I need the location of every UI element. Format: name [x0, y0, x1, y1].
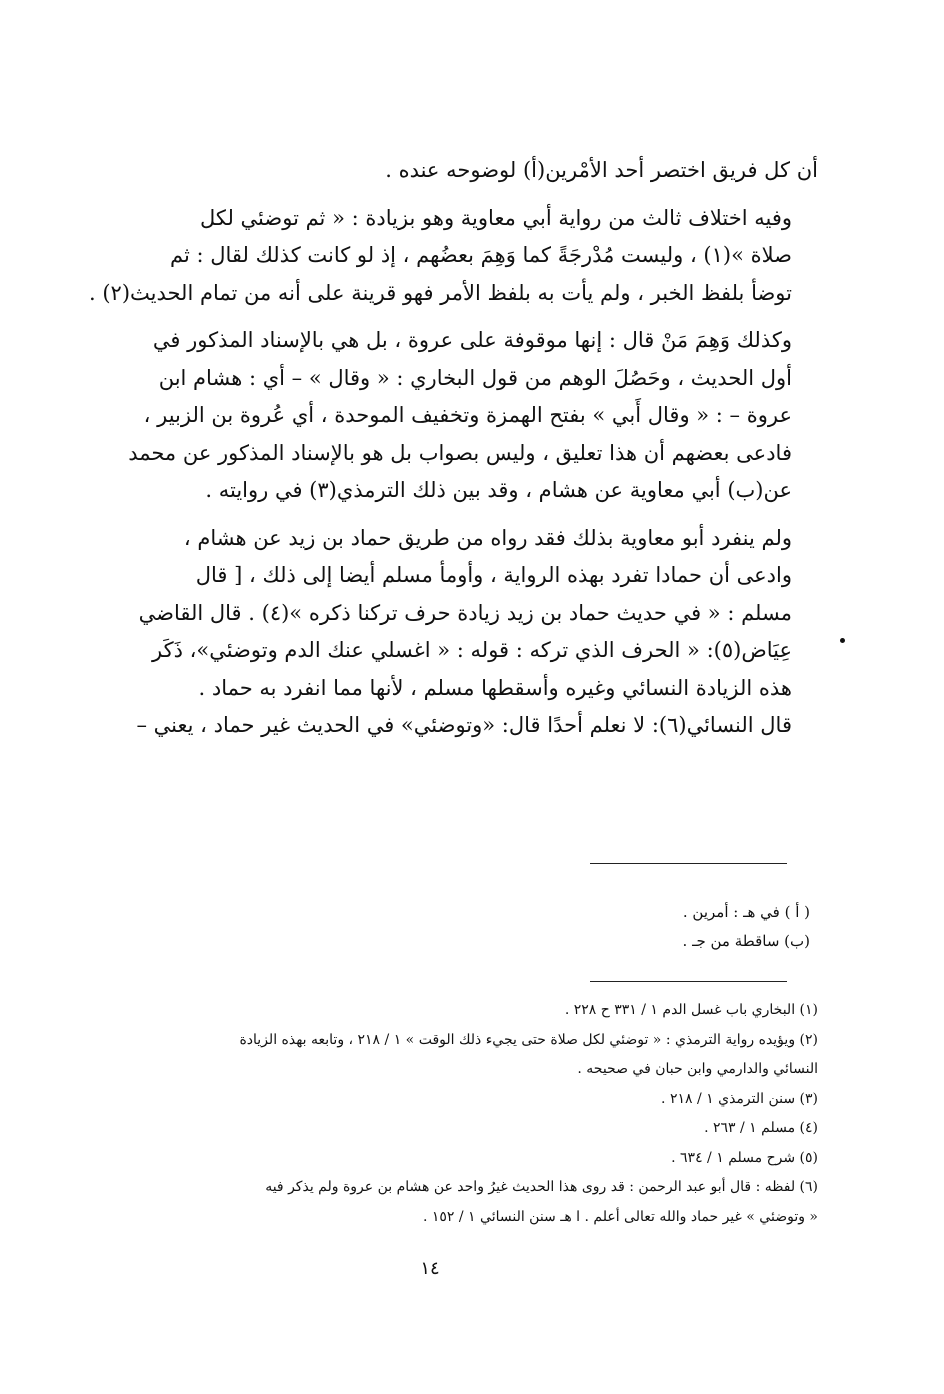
text-line: هذه الزيادة النسائي وغيره وأسقطها مسلم ، لأنها مما انفرد به حماد .	[198, 675, 792, 700]
footnote-continuation: « وتوضئي » غير حماد والله تعالى أعلم . ا هـ سنن النسائي ١ / ١٥٢ .	[422, 1208, 818, 1225]
footnote: (٤) مسلم ١ / ٢٦٣ .	[704, 1120, 818, 1136]
footnote: (٦) لفظه : قال أبو عبد الرحمن : قد روى هذا الحديث غيرُ واحد عن هشام بن عروة ولم يذكر فيه	[265, 1179, 818, 1195]
paragraph-3	[112, 322, 818, 510]
footnote: (ب) ساقطة من جـ .	[682, 932, 810, 950]
footnote: (٢) ويؤيده رواية الترمذي : « توضئي لكل صلاة حتى يجيء ذلك الوقت » ١ / ٢١٨ ، وتابعه بهذه الزيادة	[239, 1031, 818, 1048]
footnote-continuation: النسائي والدارمي وابن حبان في صحيحه .	[577, 1061, 818, 1077]
footnote: (١) البخاري باب غسل الدم ١ / ٣٣١ ح ٢٢٨ .	[564, 1002, 818, 1018]
text-line: أول الحديث ، وحَصُلَ الوهم من قول البخاري : « وقال » – أي : هشام ابن	[158, 365, 792, 390]
text-line: قال النسائي(٦): لا نعلم أحدًا قال: «وتوضئي» في الحديث غير حماد ، يعني –	[136, 713, 792, 737]
footnote: (٣) سنن الترمذي ١ / ٢١٨ .	[661, 1090, 818, 1107]
page-number: ١٤	[420, 1258, 440, 1279]
paragraph-4	[112, 520, 818, 745]
footnote: ( أ ) في هـ : أمرين .	[682, 903, 810, 921]
text-line: عن(ب) أبي معاوية عن هشام ، وقد بين ذلك الترمذي(٣) في روايته .	[205, 478, 792, 502]
text-line: وكذلك وَهِمَ مَنْ قال : إنها موقوفة على عروة ، بل هي بالإسناد المذكور في	[152, 328, 792, 352]
footnote-separator	[590, 863, 787, 864]
text-line: ولم ينفرد أبو معاوية بذلك فقد رواه من طريق حماد بن زيد عن هشام ،	[183, 525, 792, 550]
text-line: توضأ بلفظ الخبر ، ولم يأت به بلفظ الأمر فهو قرينة على أنه من تمام الحديث(٢) .	[88, 280, 792, 305]
text-line: وادعى أن حمادا تفرد بهذه الرواية ، وأومأ مسلم أيضا إلى ذلك ، [ قال	[195, 563, 792, 587]
footnote-separator	[590, 981, 787, 982]
paragraph-2	[88, 200, 818, 313]
text-line: مسلم : « في حديث حماد بن زيد زيادة حرف تركنا ذكره »(٤) . قال القاضي	[138, 600, 792, 625]
text-line: عروة – : « وقال أَبي » بفتح الهمزة وتخفيف الموحدة ، أي عُروة بن الزبير ،	[143, 403, 792, 427]
paragraph-1	[112, 152, 818, 190]
text-line: أن كل فريق اختصر أحد الأمْرين(أ) لوضوحه عنده .	[385, 158, 818, 182]
footnote: (٥) شرح مسلم ١ / ٦٣٤ .	[671, 1149, 818, 1166]
margin-mark	[840, 638, 845, 643]
text-line: وفيه اختلاف ثالث من رواية أبي معاوية وهو بزيادة : « ثم توضئي لكل	[199, 205, 792, 230]
text-line: عِيَاض(٥): « الحرف الذي تركه : قوله : « اغسلي عنك الدم وتوضئي»، ذَكَر	[151, 638, 792, 662]
main-text	[88, 152, 818, 755]
variant-notes	[450, 898, 810, 956]
numbered-notes	[118, 996, 818, 1232]
text-line: صلاة »(١) ، وليست مُدْرجَةً كما وَهِمَ بعضُهم ، إذ لو كانت كذلك لقال : ثم	[169, 243, 792, 267]
text-line: فادعى بعضهم أن هذا تعليق ، وليس بصواب بل هو بالإسناد المذكور عن محمد	[128, 440, 792, 465]
